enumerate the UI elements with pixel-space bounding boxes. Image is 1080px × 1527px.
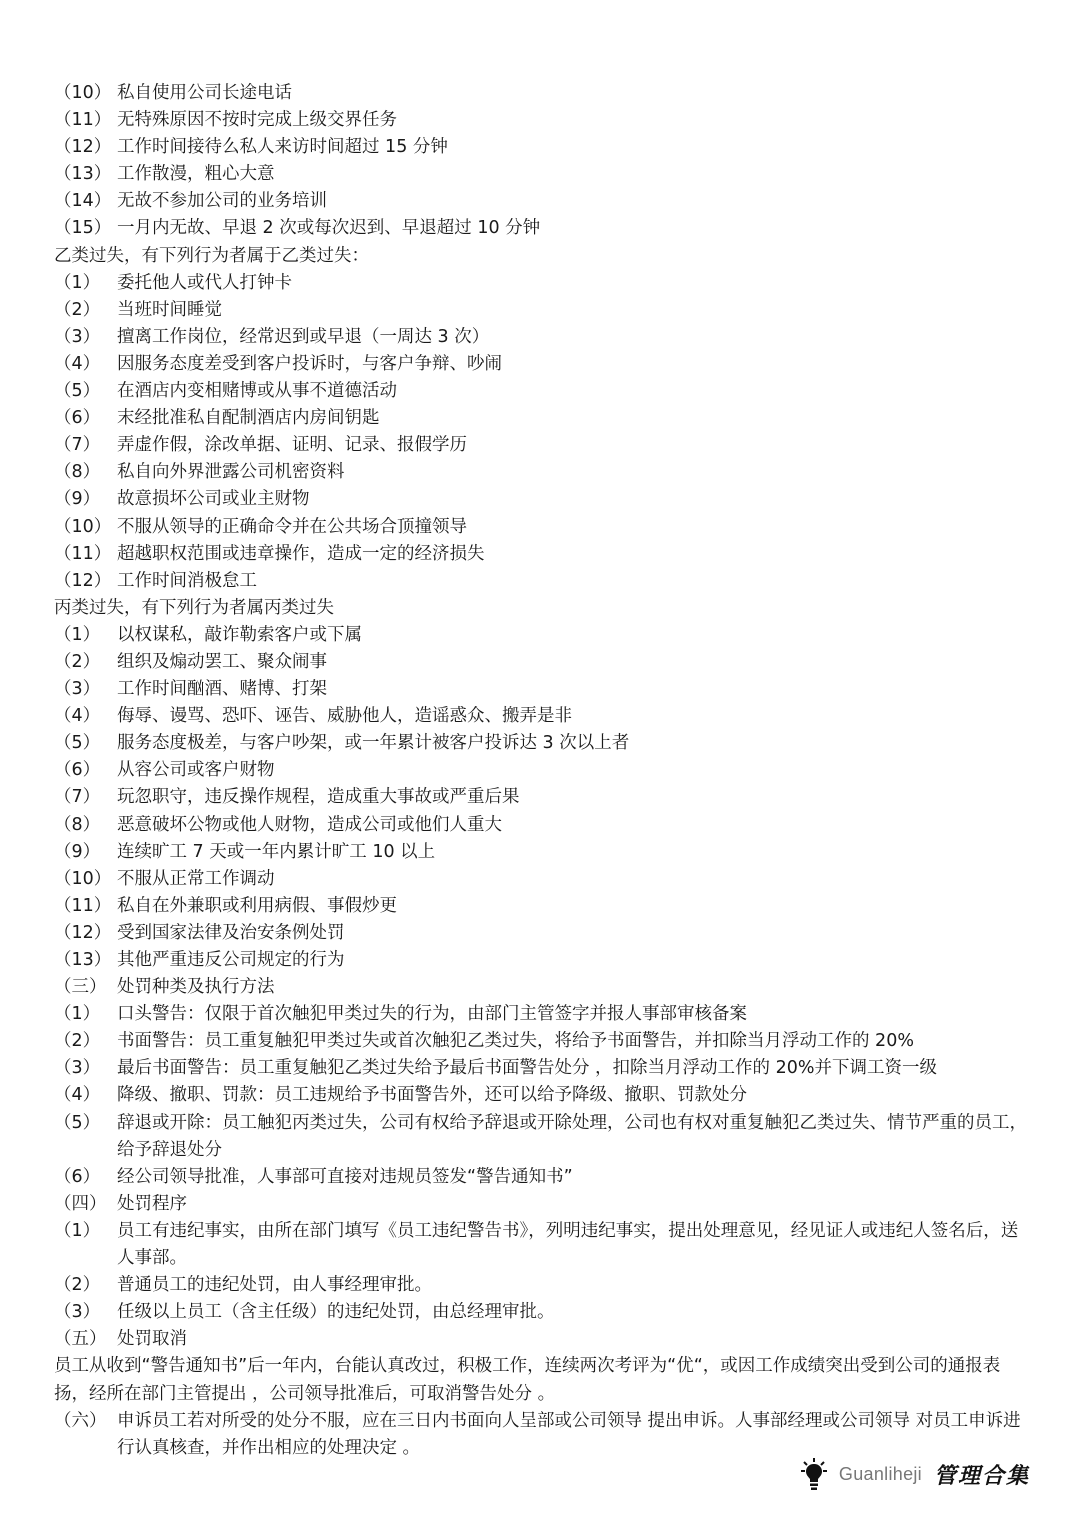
item-number: （5） xyxy=(54,733,101,754)
item-number: （8） xyxy=(54,462,101,483)
list-item xyxy=(54,432,1034,459)
item-text: 普通员工的违纪处罚，由人事经理审批。 xyxy=(117,1275,432,1296)
item-number: （8） xyxy=(54,814,101,835)
item-text: 书面警告：员工重复触犯甲类过失或首次触犯乙类过失，将给予书面警告，并扣除当月浮动工作的 20% xyxy=(117,1031,914,1052)
item-text: 降级、撤职、罚款：员工违规给予书面警告外，还可以给予降级、撤职、罚款处分 xyxy=(117,1085,747,1106)
list-item xyxy=(54,405,1034,432)
item-text: 玩忽职守，违反操作规程，造成重大事故或严重后果 xyxy=(117,787,520,808)
list-item xyxy=(54,378,1034,405)
list-item xyxy=(54,1001,1034,1028)
list-item xyxy=(54,839,1034,866)
item-number: （1） xyxy=(54,272,101,293)
item-number: （四） xyxy=(54,1193,107,1214)
item-text: 从容公司或客户财物 xyxy=(117,760,275,781)
item-number: （3） xyxy=(54,326,101,347)
item-text: 处罚程序 xyxy=(117,1193,187,1214)
list-item xyxy=(54,866,1034,893)
list-item xyxy=(54,947,1034,974)
item-text: 处罚取消 xyxy=(117,1329,187,1350)
item-text: 当班时间睡觉 xyxy=(117,299,222,320)
item-text: 私自使用公司长途电话 xyxy=(117,83,292,103)
list-item xyxy=(54,1055,1034,1082)
item-text: 工作时间消极怠工 xyxy=(117,570,257,591)
item-text: 辞退或开除：员工触犯丙类过失，公司有权给予辞退或开除处理，公司也有权对重复触犯乙类过失、情节严重的员工，给予辞退处分 xyxy=(117,1112,1027,1160)
item-number: （六） xyxy=(54,1410,107,1431)
item-text: 无故不参加公司的业务培训 xyxy=(117,191,327,212)
item-number: （14） xyxy=(54,191,112,212)
list-item xyxy=(54,161,1034,188)
brand-name-cn: 管理合集 xyxy=(933,1462,1030,1489)
list-item xyxy=(54,297,1034,324)
list-item xyxy=(54,1326,1034,1353)
item-text: 其他严重违反公司规定的行为 xyxy=(117,950,345,970)
item-number: （1） xyxy=(54,624,101,645)
list-item xyxy=(54,649,1034,676)
list-item xyxy=(54,730,1034,757)
list-item xyxy=(54,459,1034,486)
item-text: 弄虚作假，涂改单据、证明、记录、报假学历 xyxy=(117,435,467,456)
item-number: （10） xyxy=(54,516,112,537)
paragraph: 员工从收到“警告通知书”后一年内，台能认真改过，积极工作，连续两次考评为“优“，或因工作成绩突出受到公司的通报表扬，经所在部门主管提出 ，公司领导批准后，可取消警告处分 。 xyxy=(54,1356,1001,1404)
list-item xyxy=(54,215,1034,242)
item-text: 私自在外兼职或利用病假、事假炒更 xyxy=(117,895,397,916)
item-number: （13） xyxy=(54,164,112,185)
list-item xyxy=(54,974,1034,1001)
item-text: 超越职权范围或违章操作，造成一定的经济损失 xyxy=(117,543,485,564)
item-number: （7） xyxy=(54,787,101,808)
list-item xyxy=(54,703,1034,730)
item-number: （11） xyxy=(54,543,112,564)
document-body xyxy=(54,80,1034,1462)
section-heading: 丙类过失，有下列行为者属丙类过失 xyxy=(54,597,334,618)
list-item xyxy=(54,107,1034,134)
item-text: 工作时间酗酒、赌博、打架 xyxy=(117,679,327,700)
item-number: （2） xyxy=(54,1031,101,1052)
list-item xyxy=(54,80,1034,107)
item-text: 不服从正常工作调动 xyxy=(117,868,275,889)
list-item xyxy=(54,757,1034,784)
item-number: （12） xyxy=(54,570,112,591)
list-item xyxy=(54,324,1034,351)
section-heading: 乙类过失，有下列行为者属于乙类过失： xyxy=(54,245,369,266)
item-text: 口头警告：仅限于首次触犯甲类过失的行为，由部门主管签字并报人事部审核备案 xyxy=(117,1004,747,1025)
list-item xyxy=(54,784,1034,811)
list-item xyxy=(54,541,1034,568)
list-item xyxy=(54,1299,1034,1326)
item-number: （6） xyxy=(54,1166,101,1187)
list-item xyxy=(54,486,1034,513)
item-text: 受到国家法律及治安条例处罚 xyxy=(117,922,345,943)
item-text: 故意损坏公司或业主财物 xyxy=(117,489,310,510)
item-text: 恶意破坏公物或他人财物，造成公司或他们人重大 xyxy=(117,814,502,835)
list-item xyxy=(54,1272,1034,1299)
list-item xyxy=(54,270,1034,297)
item-number: （五） xyxy=(54,1329,107,1350)
item-text: 员工有违纪事实，由所在部门填写《员工违纪警告书》，列明违纪事实，提出处理意见，经见证人或违纪人签名后，送人事部。 xyxy=(117,1220,1019,1269)
item-number: （1） xyxy=(54,1004,101,1025)
list-item xyxy=(54,920,1034,947)
item-number: （5） xyxy=(54,1112,101,1133)
item-number: （6） xyxy=(54,408,101,429)
item-number: （10） xyxy=(54,868,112,889)
list-item xyxy=(54,1028,1034,1055)
item-number: （5） xyxy=(54,381,101,402)
list-item xyxy=(54,1082,1034,1109)
item-number: （2） xyxy=(54,651,101,672)
item-text: 工作散漫，粗心大意 xyxy=(117,164,275,185)
item-text: 以权谋私，敲诈勒索客户或下属 xyxy=(117,624,362,645)
item-number: （15） xyxy=(54,218,112,239)
item-text: 一月内无故、早退 2 次或每次迟到、早退超过 10 分钟 xyxy=(117,218,541,239)
item-text: 末经批准私自配制酒店内房间钥匙 xyxy=(117,408,380,429)
item-text: 处罚种类及执行方法 xyxy=(117,977,275,998)
list-item xyxy=(54,134,1034,161)
item-number: （3） xyxy=(54,679,101,700)
item-number: （1） xyxy=(54,1220,101,1241)
item-text: 委托他人或代人打钟卡 xyxy=(117,272,292,293)
list-item xyxy=(54,568,1034,595)
item-text: 任级以上员工（含主任级）的违纪处罚，由总经理审批。 xyxy=(117,1302,555,1323)
item-text: 经公司领导批准，人事部可直接对违规员签发“警告通知书” xyxy=(117,1166,573,1187)
item-number: （6） xyxy=(54,760,101,781)
item-number: （9） xyxy=(54,841,101,862)
item-text: 私自向外界泄露公司机密资料 xyxy=(117,462,345,483)
brand-name-en: Guanliheji xyxy=(838,1463,922,1484)
item-text: 擅离工作岗位，经常迟到或早退（一周达 3 次） xyxy=(117,326,490,347)
item-number: （4） xyxy=(54,706,101,727)
item-number: （12） xyxy=(54,137,112,158)
list-item xyxy=(54,812,1034,839)
item-number: （11） xyxy=(54,110,112,131)
item-number: （4） xyxy=(54,1085,101,1106)
item-text: 最后书面警告：员工重复触犯乙类过失给予最后书面警告处分 ，扣除当月浮动工作的 20%并下调工资一级 xyxy=(117,1058,938,1079)
list-item xyxy=(54,1218,1034,1272)
list-item xyxy=(54,1164,1034,1191)
item-text: 在酒店内变相赌博或从事不道德活动 xyxy=(117,381,397,402)
list-item xyxy=(54,893,1034,920)
lightbulb-icon xyxy=(801,1457,827,1491)
list-item xyxy=(54,676,1034,703)
item-text: 组织及煽动罢工、聚众闹事 xyxy=(117,651,327,672)
list-item xyxy=(54,1110,1034,1164)
item-number: （13） xyxy=(54,950,112,970)
item-number: （3） xyxy=(54,1302,101,1323)
footer-brand xyxy=(801,1456,1030,1492)
item-text: 不服从领导的正确命令并在公共场合顶撞领导 xyxy=(117,516,467,537)
item-number: （4） xyxy=(54,353,101,374)
item-number: （10） xyxy=(54,83,112,103)
list-item xyxy=(54,351,1034,378)
list-item xyxy=(54,188,1034,215)
item-text: 因服务态度差受到客户投诉时，与客户争辩、吵闹 xyxy=(117,353,502,374)
item-number: （7） xyxy=(54,435,101,456)
item-text: 连续旷工 7 天或一年内累计旷工 10 以上 xyxy=(117,841,436,862)
item-number: （三） xyxy=(54,977,107,998)
item-number: （11） xyxy=(54,895,112,916)
item-text: 工作时间接待么私人来访时间超过 15 分钟 xyxy=(117,137,448,158)
list-item xyxy=(54,514,1034,541)
item-text: 无特殊原因不按时完成上级交界任务 xyxy=(117,110,397,131)
item-number: （2） xyxy=(54,299,101,320)
list-item xyxy=(54,1191,1034,1218)
item-number: （9） xyxy=(54,489,101,510)
item-number: （2） xyxy=(54,1275,101,1296)
item-text: 服务态度极差，与客户吵架，或一年累计被客户投诉达 3 次以上者 xyxy=(117,733,630,754)
item-number: （3） xyxy=(54,1058,101,1079)
list-item xyxy=(54,622,1034,649)
item-text: 申诉员工若对所受的处分不服，应在三日内书面向人呈部或公司领导 提出申诉。人事部经理或公司领导 对员工申诉进行认真核查，并作出相应的处理决定 。 xyxy=(117,1410,1021,1458)
list-item xyxy=(54,1408,1034,1462)
item-number: （12） xyxy=(54,922,112,943)
item-text: 侮辱、谩骂、恐吓、诬告、威胁他人，造谣惑众、搬弄是非 xyxy=(117,706,572,727)
